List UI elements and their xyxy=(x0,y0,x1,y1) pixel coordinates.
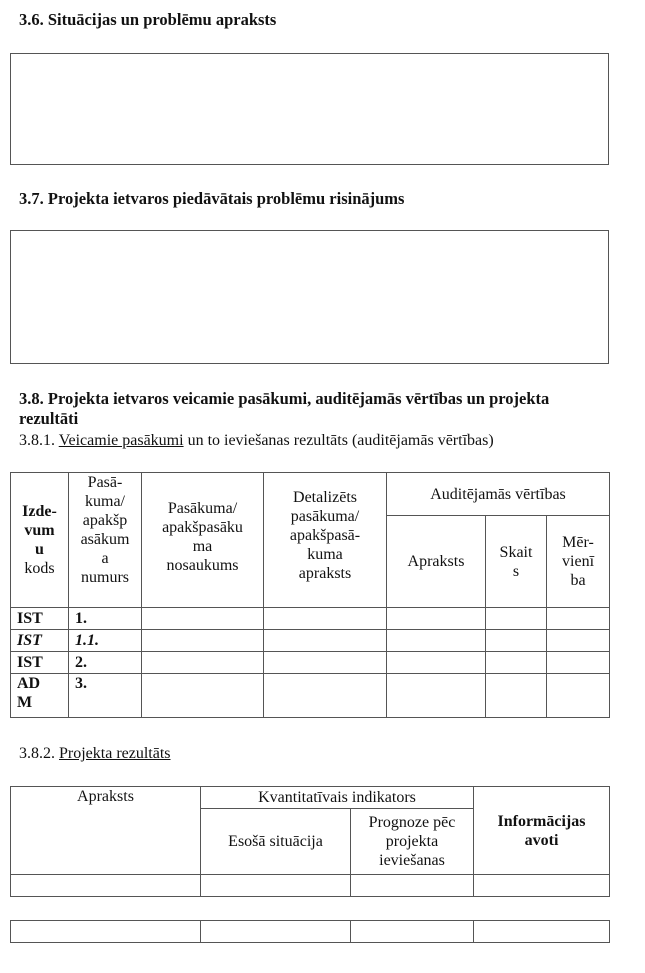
section-3-8-title-line2: rezultāti xyxy=(19,409,79,428)
header-name: Pasākuma/ apakšpasāku ma nosaukums xyxy=(142,473,264,608)
row-cell[interactable] xyxy=(264,608,387,630)
header-results-description: Apraksts xyxy=(11,787,201,875)
row-cell[interactable] xyxy=(547,674,610,718)
row-cell[interactable] xyxy=(351,875,474,897)
row-number: 2. xyxy=(69,652,142,674)
row-cell[interactable] xyxy=(142,608,264,630)
row-cell[interactable] xyxy=(387,608,486,630)
row-cell[interactable] xyxy=(264,652,387,674)
section-3-8-title-line1: 3.8. Projekta ietvaros veicamie pasākumi, auditējamās vērtības un projekta xyxy=(19,389,550,408)
row-number: 3. xyxy=(69,674,142,718)
row-cell[interactable] xyxy=(387,630,486,652)
header-aud-unit: Mēr- vienī ba xyxy=(547,516,610,608)
section-3-8-2-title xyxy=(19,744,171,764)
row-cell[interactable] xyxy=(387,652,486,674)
results-table-continued xyxy=(10,920,610,943)
row-cell[interactable] xyxy=(142,652,264,674)
situation-description-box[interactable] xyxy=(10,53,609,165)
row-code: IST xyxy=(11,630,69,652)
header-code: Izde- vum u kods xyxy=(11,473,69,608)
section-3-8-2-prefix: 3.8.2. xyxy=(19,745,55,762)
row-cell[interactable] xyxy=(11,875,201,897)
table-row xyxy=(11,652,610,674)
section-3-8-1-title xyxy=(19,431,494,451)
row-cell[interactable] xyxy=(387,674,486,718)
row-cell[interactable] xyxy=(142,630,264,652)
header-forecast: Prognoze pēc projekta ieviešanas xyxy=(351,809,474,875)
section-3-7-title: 3.7. Projekta ietvaros piedāvātais problēmu risinājums xyxy=(19,189,405,208)
row-cell[interactable] xyxy=(351,921,474,943)
header-information-sources: Informācijas avoti xyxy=(474,787,610,875)
row-cell[interactable] xyxy=(486,630,547,652)
row-cell[interactable] xyxy=(547,608,610,630)
header-auditable-values: Auditējamās vērtības xyxy=(387,473,610,516)
row-number: 1. xyxy=(69,608,142,630)
section-3-6-title: 3.6. Situācijas un problēmu apraksts xyxy=(19,10,277,29)
row-cell[interactable] xyxy=(142,674,264,718)
header-aud-description: Apraksts xyxy=(387,516,486,608)
solution-description-box[interactable] xyxy=(10,230,609,364)
section-3-8-2-underlined: Projekta rezultāts xyxy=(59,745,171,762)
row-cell[interactable] xyxy=(474,875,610,897)
row-cell[interactable] xyxy=(474,921,610,943)
row-cell[interactable] xyxy=(486,608,547,630)
row-cell[interactable] xyxy=(264,674,387,718)
section-3-8-1-underlined: Veicamie pasākumi xyxy=(58,432,184,449)
row-cell[interactable] xyxy=(486,652,547,674)
header-quantitative-indicator: Kvantitatīvais indikators xyxy=(201,787,474,809)
row-code: AD M xyxy=(11,674,69,718)
table-row xyxy=(11,921,610,943)
row-code: IST xyxy=(11,608,69,630)
section-3-8-1-prefix: 3.8.1. xyxy=(19,432,55,449)
row-code: IST xyxy=(11,652,69,674)
row-cell[interactable] xyxy=(547,652,610,674)
row-cell[interactable] xyxy=(201,921,351,943)
row-cell[interactable] xyxy=(201,875,351,897)
row-number: 1.1. xyxy=(69,630,142,652)
results-table xyxy=(10,786,610,897)
header-aud-count: Skait s xyxy=(486,516,547,608)
row-cell[interactable] xyxy=(264,630,387,652)
row-cell[interactable] xyxy=(547,630,610,652)
table-row xyxy=(11,608,610,630)
row-cell[interactable] xyxy=(11,921,201,943)
row-cell[interactable] xyxy=(486,674,547,718)
section-3-8-1-rest: un to ieviešanas rezultāts (auditējamās vērtības) xyxy=(187,432,494,449)
table-row xyxy=(11,875,610,897)
table-row xyxy=(11,630,610,652)
header-detail: Detalizēts pasākuma/ apakšpasā- kuma apraksts xyxy=(264,473,387,608)
header-number: Pasā- kuma/ apakšp asākum a numurs xyxy=(69,473,142,608)
table-row xyxy=(11,674,610,718)
header-current-situation: Esošā situācija xyxy=(201,809,351,875)
activities-table xyxy=(10,472,610,718)
